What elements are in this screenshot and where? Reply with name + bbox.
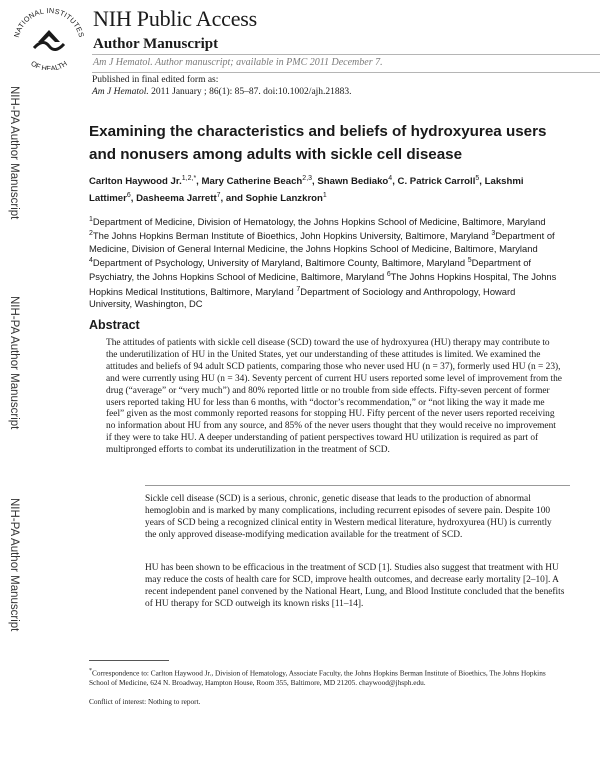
footnote-divider — [89, 660, 169, 661]
author-list — [89, 172, 559, 206]
side-label: NIH-PA Author Manuscript — [8, 86, 20, 220]
citation-details: 2011 January ; 86(1): 85–87. doi:10.1002/ajh.21883. — [151, 87, 352, 97]
citation-line — [92, 87, 352, 97]
author-affil: 7 — [216, 191, 221, 199]
svg-text:OF HEALTH — [29, 59, 68, 70]
abstract-divider — [145, 485, 570, 486]
author-affil: 4 — [388, 175, 393, 182]
abstract-heading: Abstract — [89, 318, 140, 332]
header-divider — [92, 54, 600, 55]
affil-text: Department of Sociology and Anthropology, Howard University, Washington, DC — [89, 285, 516, 309]
affil-text: Department of Psychiatry, the Johns Hopkins School of Medicine, Baltimore, Maryland — [89, 256, 532, 283]
conflict-of-interest: Conflict of interest: Nothing to report. — [89, 697, 201, 706]
affil-number: 6 — [386, 271, 391, 279]
affiliations — [89, 214, 559, 310]
seal-text-top: NATIONAL INSTITUTES — [11, 8, 87, 39]
affil-text: Department of Psychology, University of Maryland, Baltimore County, Baltimore, Maryland — [92, 256, 468, 268]
affil-text: The Johns Hopkins Berman Institute of Bioethics, John Hopkins University, Baltimore, Maryland — [92, 230, 492, 242]
author-name: Dasheema Jarrett — [136, 193, 217, 205]
side-label: NIH-PA Author Manuscript — [8, 498, 20, 632]
author-separator: , — [392, 176, 398, 188]
affil-number: 4 — [89, 256, 93, 264]
header-divider-bottom — [92, 72, 600, 73]
nih-seal-logo — [10, 8, 88, 70]
correspondence-footnote — [89, 666, 559, 688]
article-title: Examining the characteristics and beliefs of hydroxyurea users and nonusers among adults with sickle cell disease — [89, 123, 547, 163]
availability-note: Am J Hematol. Author manuscript; available in PMC 2011 December 7. — [93, 57, 383, 68]
author-affil: 1,2,* — [181, 175, 197, 182]
nih-public-access-title: NIH Public Access — [93, 6, 258, 31]
journal-name: Am J Hematol. — [92, 87, 149, 97]
side-label: NIH-PA Author Manuscript — [8, 296, 20, 430]
affil-text: Department of Medicine, Division of Hematology, the Johns Hopkins School of Medicine, Baltimore, Maryland — [92, 216, 546, 228]
published-in-label: Published in final edited form as: — [92, 75, 219, 85]
author-separator: , — [130, 193, 137, 205]
author-name: Mary Catherine Beach — [201, 176, 303, 188]
author-separator: , — [312, 176, 318, 188]
affil-number: 1 — [89, 216, 93, 223]
author-name: Carlton Haywood Jr. — [89, 176, 182, 188]
affil-number: 2 — [89, 230, 93, 238]
body-paragraph: Sickle cell disease (SCD) is a serious, chronic, genetic disease that leads to the production of abnormal hemoglobin and is marked by many complications, including recurrent episodes of severe pain. Despite 100 years of SCD being a recognized clinical entity in Western medical literature, hydroxyurea (HU) is currently the only approved disease-modifying medication available for the treatment of SCD. — [145, 494, 552, 541]
body-paragraph: HU has been shown to be efficacious in the treatment of SCD [1]. Studies also suggest that treatment with HU may reduce the costs of health care for SCD, improve health outcomes, and decrease early mortality [2–10]. A recent independent panel convened by the National Heart, Lung, and Blood Institute concluded that the benefits of HU therapy for SCD outweigh its known risks [11–14]. — [145, 563, 565, 610]
seal-text-bottom: OF HEALTH — [29, 58, 69, 70]
author-name: Lakshmi Lattimer — [89, 176, 524, 205]
author-separator: , — [479, 176, 485, 188]
author-affil: 1 — [322, 191, 327, 199]
author-affil: 5 — [475, 175, 480, 182]
abstract-text: The attitudes of patients with sickle cell disease (SCD) toward the use of hydroxyurea (HU) therapy may contribute to the underutilization of HU in the United States, yet our understanding of these attitudes is limited. We examined the attitudes and beliefs of 94 adult SCD patients, comparing those who never used HU (n = 37), formerly used HU (n = 23), and were currently using HU (n = 34). Seventy percent of current HU users reported some level of improvement from the drug (“average” or “very much”) and 80% reported little or no trouble from side effects. Fifty-seven percent of former users reported taking HU for less than 6 months, with “doctor’s recommendation,” or “not liking the way it made me feel” given as the most commonly reported reasons for stopping HU. Fifty percent of the never users reported receiving no information about HU from any source, and 85% of the never users thought that they would receive no improvement if they were to take HU. A deeper understanding of patient perspectives toward HU utilization is required as part of multipronged efforts to combat its underutilization in the treatment of SCD. — [106, 338, 562, 456]
author-name: Shawn Bediako — [317, 176, 389, 188]
author-separator: , and — [220, 193, 246, 205]
affil-number: 5 — [467, 256, 472, 264]
affil-text: The Johns Hopkins Hospital, The Johns Hopkins Medical Institutions, Baltimore, Maryland — [89, 271, 557, 297]
author-name: Sophie Lanzkron — [245, 193, 323, 205]
author-manuscript-label: Author Manuscript — [93, 36, 219, 52]
author-affil: 2,3 — [302, 175, 313, 182]
affil-number: 7 — [296, 285, 301, 293]
footnote-mark: * — [89, 668, 92, 674]
author-affil: 6 — [126, 191, 131, 199]
footnote-text: Correspondence to: Carlton Haywood Jr., Division of Hematology, Associate Faculty, the Johns Hopkins Berman Institute of Bioethics, The Johns Hopkins School of Medicine, 624 N. Broadway, Hampton House, Room 355, Baltimore, MD 21205. chaywood@jhsph.edu. — [89, 668, 546, 688]
author-name: C. Patrick Carroll — [397, 176, 476, 188]
affil-text: Department of Medicine, Division of General Internal Medicine, the Johns Hopkins School of Medicine, Baltimore, Maryland — [89, 230, 555, 254]
affil-number: 3 — [491, 230, 496, 238]
author-separator: , — [196, 176, 202, 188]
